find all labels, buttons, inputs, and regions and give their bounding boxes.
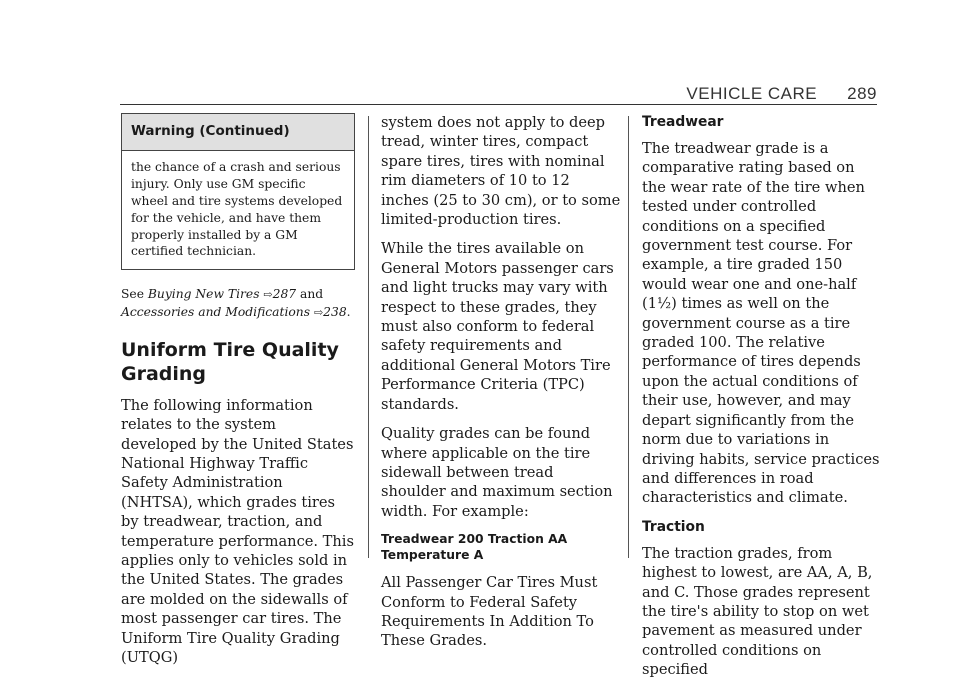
column-2 — [381, 113, 621, 661]
page-reference-arrow-icon: ⇨ — [313, 305, 324, 319]
heading-utqg: Uniform Tire Quality Grading — [121, 338, 339, 385]
page-header — [120, 84, 877, 104]
paragraph-grade-location: Quality grades can be found where applicable on the tire sidewall between tread shoulder and maximum section width. For example: — [381, 425, 613, 520]
link-page-238[interactable]: 238 — [323, 304, 347, 319]
paragraph-federal-requirements: All Passenger Car Tires Must Conform to Federal Safety Requirements In Addition To These Grades. — [381, 574, 598, 650]
column-divider-2 — [628, 116, 629, 558]
column-divider-1 — [368, 116, 369, 558]
link-page-287[interactable]: 287 — [272, 287, 297, 302]
link-accessories-and-modifications[interactable]: Accessories and Modifications — [121, 304, 311, 319]
paragraph-utqg-intro: The following information relates to the system developed by the United States National Highway Traffic Safety Administration (NHTSA), which grades tires by treadwear, traction, and temperature performance. This applies only to vehicles sold in the United States. The grades are molded on the sidewalls of most passenger car tires. The Uniform Tire Quality Grading (UTQG) — [121, 396, 354, 667]
warning-body: the chance of a crash and serious injury. Only use GM specific wheel and tire systems developed for the vehicle, and have them properly installed by a GM certified technician. — [131, 160, 343, 259]
see-also — [121, 286, 356, 322]
paragraph-gm-standards: While the tires available on General Motors passenger cars and light trucks may vary with respect to these grades, they must also conform to federal safety requirements and additional General Motors Tire Performance Criteria (TPC) standards. — [381, 240, 614, 413]
column-1 — [121, 113, 356, 677]
page-reference-arrow-icon: ⇨ — [263, 288, 273, 302]
grade-example: Treadwear 200 Traction AA Temperature A — [381, 532, 568, 563]
section-title: VEHICLE CARE — [686, 84, 818, 103]
see-end: . — [346, 304, 351, 319]
column-3 — [642, 113, 882, 690]
link-buying-new-tires[interactable]: Buying New Tires — [147, 287, 260, 302]
page-number: 289 — [847, 84, 877, 103]
see-and: and — [296, 287, 324, 302]
heading-traction: Traction — [642, 518, 705, 535]
paragraph-treadwear: The treadwear grade is a comparative rating based on the wear rate of the tire when tested under controlled conditions on a specified government test course. For example, a tire graded 150 would wear one and one-half (1½) times as well on the government course as a tire graded 100. The relative performance of tires depends upon the actual conditions of their use, however, and may depart significantly from the norm due to variations in driving habits, service practices and differences in road characteristics and climate. — [642, 140, 880, 507]
paragraph-traction: The traction grades, from highest to lowest, are AA, A, B, and C. Those grades represent the tire's ability to stop on wet pavement as measured under controlled conditions on specified — [642, 544, 873, 679]
heading-treadwear: Treadwear — [642, 114, 724, 130]
header-rule — [120, 104, 877, 105]
paragraph-utqg-exceptions: system does not apply to deep tread, winter tires, compact spare tires, tires with nominal rim diameters of 10 to 12 inches (25 to 30 cm), or to some limited-production tires. — [381, 114, 621, 229]
warning-title: Warning (Continued) — [122, 114, 354, 151]
see-prefix: See — [121, 287, 148, 302]
warning-box — [121, 113, 355, 270]
